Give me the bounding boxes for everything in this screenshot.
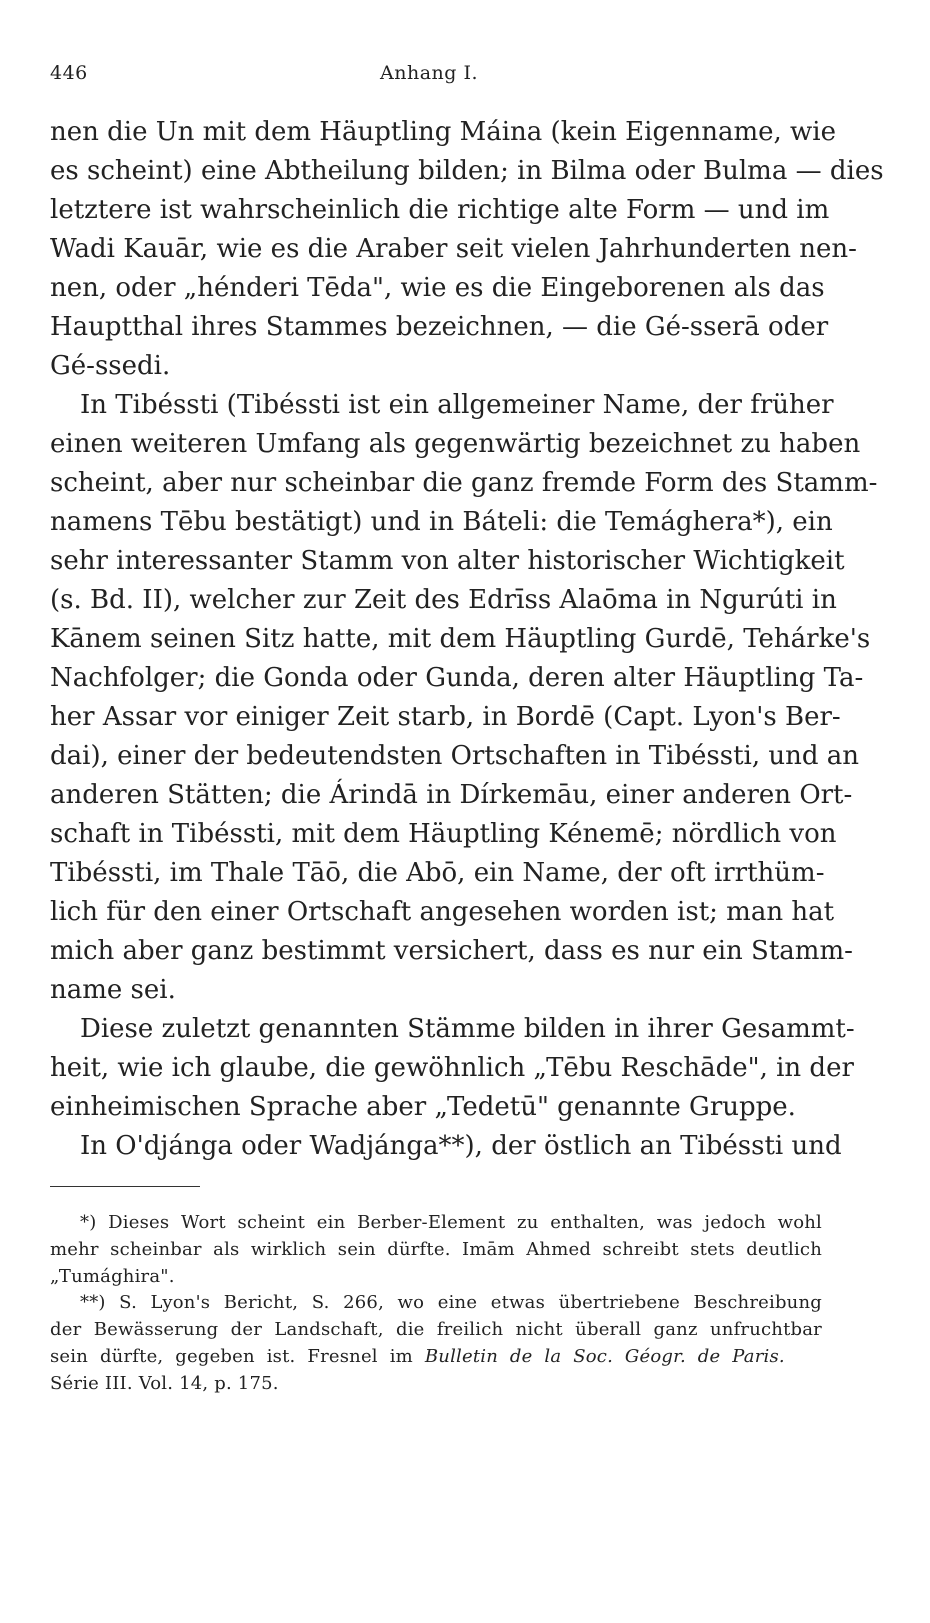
text-line: Diese zuletzt genannten Stämme bilden in ihrer Gesammt- <box>80 1014 855 1044</box>
text-line: namens Tēbu bestätigt) und in Báteli: die Temághera*), ein <box>50 507 833 537</box>
text-line: Wadi Kauār, wie es die Araber seit vielen Jahrhunderten nen- <box>50 234 857 264</box>
text-line: lich für den einer Ortschaft angesehen worden ist; man hat <box>50 897 835 927</box>
text-line: Gé-ssedi. <box>50 351 171 381</box>
text-line: nen, oder „hénderi Tēda", wie es die Eingeborenen als das <box>50 273 825 303</box>
running-head <box>50 62 820 90</box>
footnote-line <box>50 1344 822 1371</box>
page-number: 446 <box>50 62 88 84</box>
text-line: heit, wie ich glaube, die gewöhnlich „Tēbu Reschāde", in der <box>50 1053 854 1083</box>
footnote-text: sein dürfte, gegeben ist. Fresnel im <box>50 1345 413 1367</box>
footnote-line: *) Dieses Wort scheint ein Berber-Element zu enthalten, was jedoch wohl <box>80 1212 822 1233</box>
text-line: Nachfolger; die Gonda oder Gunda, deren alter Häuptling Ta- <box>50 663 864 693</box>
text-line: mich aber ganz bestimmt versichert, dass es nur ein Stamm- <box>50 936 853 966</box>
text-line: dai), einer der bedeutendsten Ortschaften in Tibéssti, und an <box>50 741 860 771</box>
text-line: Hauptthal ihres Stammes bezeichnen, — die Gé-sserā oder <box>50 312 829 342</box>
main-text <box>50 113 884 1166</box>
text-line: scheint, aber nur scheinbar die ganz fremde Form des Stamm- <box>50 468 878 498</box>
footnote-divider <box>50 1186 200 1187</box>
footnote-line: mehr scheinbar als wirklich sein dürfte. Imām Ahmed schreibt stets deutlich <box>50 1238 822 1260</box>
journal-title: Bulletin de la Soc. Géogr. de Paris. <box>424 1345 785 1367</box>
text-line: nen die Un mit dem Häuptling Máina (kein Eigenname, wie <box>50 117 837 147</box>
footnote-line: **) S. Lyon's Bericht, S. 266, wo eine etwas übertriebene Beschreibung <box>80 1292 822 1314</box>
text-line: In Tibéssti (Tibéssti ist ein allgemeiner Name, der früher <box>80 390 834 420</box>
text-line: letztere ist wahrscheinlich die richtige alte Form — und im <box>50 195 830 225</box>
text-line: name sei. <box>50 975 176 1005</box>
text-line: es scheint) eine Abtheilung bilden; in Bilma oder Bulma — dies <box>50 156 884 186</box>
text-line: Tibéssti, im Thale Tāō, die Abō, ein Name, der oft irrthüm- <box>50 858 825 888</box>
footnote-line: Série III. Vol. 14, p. 175. <box>50 1372 279 1394</box>
text-line: einheimischen Sprache aber „Tedetū" genannte Gruppe. <box>50 1092 796 1122</box>
text-line: einen weiteren Umfang als gegenwärtig bezeichnet zu haben <box>50 429 861 459</box>
text-line: Kānem seinen Sitz hatte, mit dem Häuptling Gurdē, Tehárke's <box>50 624 871 654</box>
footnote-line: „Tumághira". <box>50 1265 175 1287</box>
text-line: (s. Bd. II), welcher zur Zeit des Edrīss Alaōma in Ngurúti in <box>50 585 837 615</box>
text-line: In O'djánga oder Wadjánga**), der östlich an Tibéssti und <box>80 1131 842 1161</box>
text-line: anderen Stätten; die Árindā in Dírkemāu, einer anderen Ort- <box>50 780 853 810</box>
text-line: her Assar vor einiger Zeit starb, in Bordē (Capt. Lyon's Ber- <box>50 702 841 732</box>
footnote-line: der Bewässerung der Landschaft, die freilich nicht überall ganz unfruchtbar <box>50 1319 822 1341</box>
text-line: schaft in Tibéssti, mit dem Häuptling Kénemē; nördlich von <box>50 819 837 849</box>
text-line: sehr interessanter Stamm von alter historischer Wichtigkeit <box>50 546 845 576</box>
running-title: Anhang I. <box>380 62 479 84</box>
footnotes <box>50 1210 822 1398</box>
